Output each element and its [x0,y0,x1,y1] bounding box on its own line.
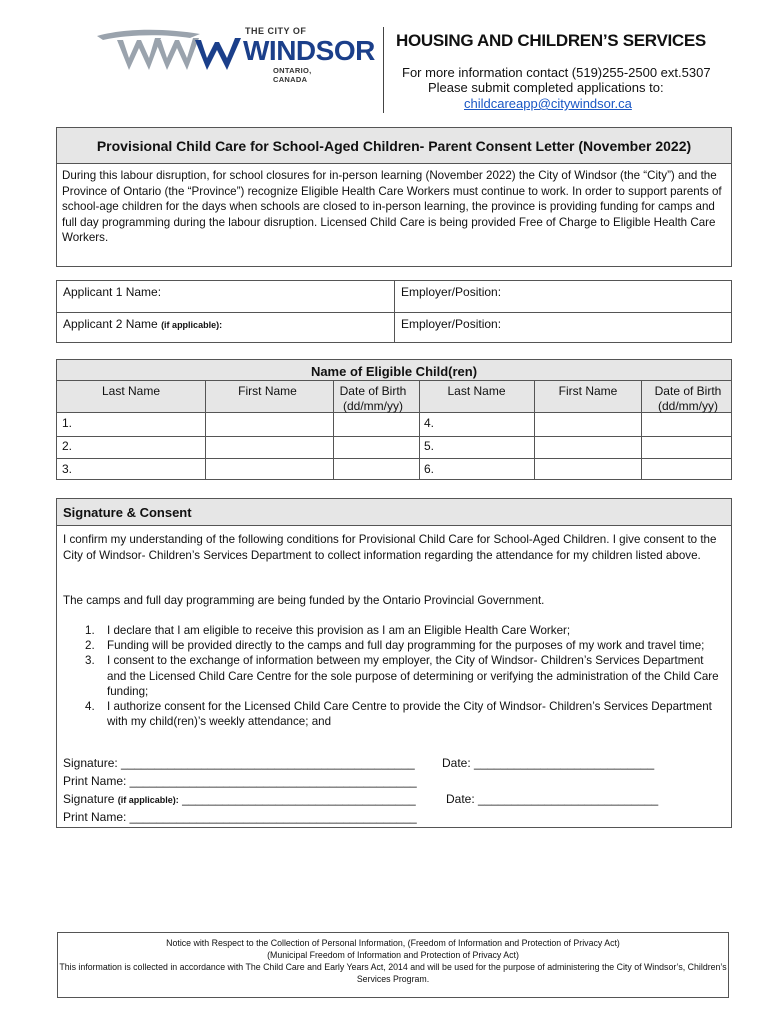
applicant-2-label: Applicant 2 Name [63,317,158,331]
children-table-title: Name of Eligible Child(ren) [310,364,478,379]
condition-number: 1. [85,624,95,637]
print-name-field-1[interactable]: Print Name: ___________________________________________ [63,774,417,788]
condition-text: I consent to the exchange of information between my employer, the City of Windsor- Children’s Services Department and the Licensed Child Care Centre for the sole purpose of determining or verifying the administration of the Child Care funding; [107,654,719,698]
employer-label: Employer/Position: [401,317,502,331]
row-line [57,436,731,437]
submit-line: Please submit completed applications to: [428,80,664,95]
condition-text: I authorize consent for the Licensed Child Care Centre to provide the City of Windsor- Children’s Services Department with my child(ren)’s weekly attendance; and [107,700,712,729]
privacy-notice [57,932,729,998]
signature-2-line: ___________________________________ [182,792,416,806]
consent-header [57,499,731,526]
col-dob-2: Date of Birth (dd/mm/yy) [654,384,722,413]
col-line [419,380,420,480]
print-name-field-2[interactable]: Print Name: ___________________________________________ [63,810,417,824]
condition-item [85,638,725,653]
col-line [641,380,642,480]
signature-2-note: (if applicable): [117,795,179,805]
applicant-2-employer-field[interactable] [401,317,501,331]
logo-top-text: THE CITY OF [245,26,307,36]
signature-2-field[interactable] [63,792,416,806]
signature-consent-section [56,498,732,828]
condition-text: I declare that I am eligible to receive this provision as I am an Eligible Health Care Worker; [107,624,571,637]
col-last-name-2: Last Name [447,384,506,398]
consent-title: Signature & Consent [63,505,192,520]
col-first-name-1: First Name [238,384,297,398]
condition-item [85,623,725,638]
condition-number: 3. [85,654,95,668]
child-row-4[interactable]: 4. [424,416,435,430]
col-line [534,380,535,480]
col-last-name-1: Last Name [101,384,161,398]
contact-line: For more information contact (519)255-2500 ext.5307 [402,65,711,80]
applicant-1-employer-field[interactable] [401,285,501,299]
notice-line-1: Notice with Respect to the Collection of Personal Information, (Freedom of Information and Protection of Privacy Act) [166,938,620,948]
consent-paragraph-2: The camps and full day programming are being funded by the Ontario Provincial Government. [63,594,545,607]
children-table [56,359,732,480]
logo-sub-text: ONTARIO, CANADA [273,66,312,84]
employer-label: Employer/Position: [401,285,502,299]
col-first-name-2: First Name [558,384,618,398]
department-title: HOUSING AND CHILDREN’S SERVICES [396,31,706,50]
signature-field[interactable]: Signature: ____________________________________________ [63,756,415,770]
child-row-6[interactable]: 6. [424,462,435,476]
col-dob-1: Date of Birth (dd/mm/yy) [339,384,407,413]
logo-main-text: WINDSOR [243,35,375,66]
row-line [57,458,731,459]
form-title-bar [57,128,731,164]
col-line [333,380,334,480]
date-field-1[interactable]: Date: ___________________________ [442,756,655,770]
consent-paragraph-1: I confirm my understanding of the following conditions for Provisional Child Care for School-Aged Children. I give consent to the City of Windsor- Children’s Services Department to collect information regarding the attendance for my children listed above. [63,533,717,562]
applicant-1-name-field[interactable] [63,285,161,299]
form-title-section [56,127,732,267]
condition-number: 4. [85,700,95,714]
child-row-5[interactable]: 5. [424,439,435,453]
signature-2-label: Signature [63,792,115,806]
conditions-list [85,623,725,729]
form-title: Provisional Child Care for School-Aged Children- Parent Consent Letter (November 2022) [96,138,692,154]
child-row-2[interactable]: 2. [62,439,73,453]
intro-paragraph: During this labour disruption, for school closures for in-person learning (November 2022) the City of Windsor (the “City”) and the Province of Ontario (the “Province”) recognize Eligible Health Care Workers must continue to work. In order to support parents of school-age children for the days when schools are closed to in-person learning, the province is providing funding for camps and full day programming during the labour disruption. Licensed Child Care is being provided Free of Charge to Eligible Health Care Workers. [62,169,722,244]
condition-text: Funding will be provided directly to the camps and full day programming for the purposes of my work and travel time; [107,639,705,653]
notice-line-3: This information is collected in accordance with The Child Care and Early Years Act, 2014 and will be used for the purpose of administering the City of Windsor’s, Children’s Services Program. [59,962,727,984]
applicant-column-divider [394,281,395,342]
applicant-table [56,280,732,343]
date-field-2[interactable]: Date: ___________________________ [446,792,659,806]
child-row-1[interactable]: 1. [62,416,73,430]
col-line [205,380,206,480]
child-row-3[interactable]: 3. [62,462,73,476]
condition-item [85,653,725,699]
applicant-2-note: (if applicable): [161,320,223,330]
condition-number: 2. [85,639,95,653]
applicant-1-label: Applicant 1 Name: [63,285,162,299]
condition-item [85,699,725,729]
notice-line-2: (Municipal Freedom of Information and Protection of Privacy Act) [267,950,519,960]
city-of-windsor-logo [95,26,375,84]
applicant-2-name-field[interactable] [63,317,222,331]
logo-swoosh-icon [95,26,255,76]
header-divider [383,27,384,113]
header-divider-line [57,380,731,381]
contact-email-link[interactable]: childcareapp@citywindsor.ca [464,96,632,111]
